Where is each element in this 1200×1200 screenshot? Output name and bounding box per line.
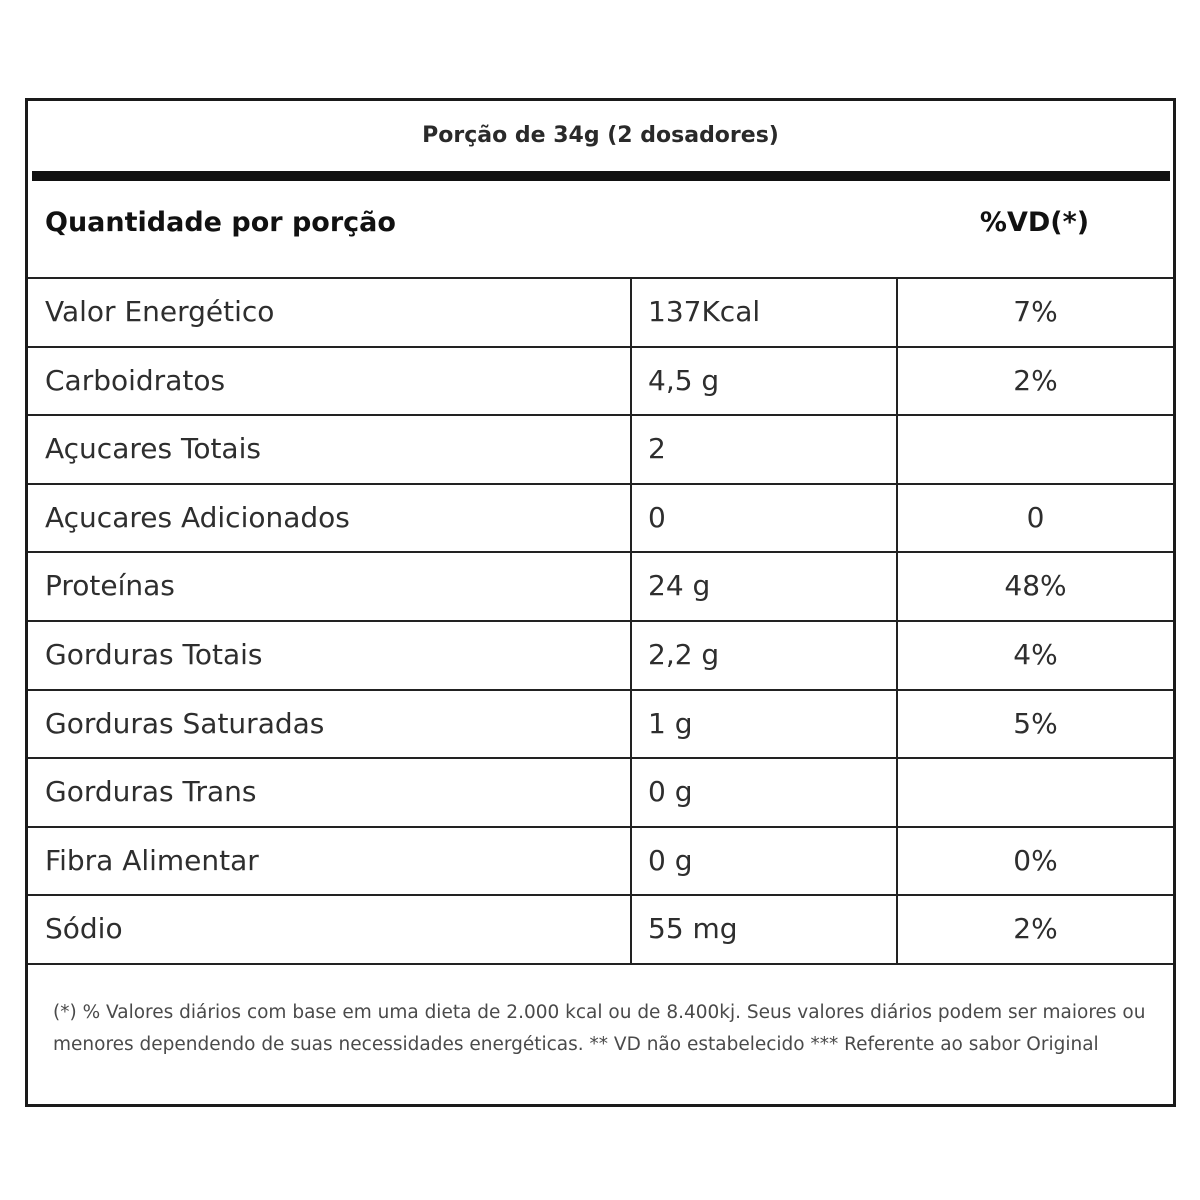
nutrient-daily-value <box>896 416 1173 483</box>
nutrient-daily-value: 48% <box>896 553 1173 620</box>
nutrient-daily-value <box>896 759 1173 826</box>
nutrient-quantity: 0 <box>630 485 896 552</box>
nutrient-name: Açucares Totais <box>45 432 261 466</box>
nutrient-daily-value: 0 <box>896 485 1173 552</box>
nutrient-daily-value: 0% <box>896 828 1173 895</box>
nutrient-name: Sódio <box>45 912 123 946</box>
nutrient-quantity: 4,5 g <box>630 348 896 415</box>
nutrient-quantity: 55 mg <box>630 896 896 963</box>
nutrient-daily-value: 2% <box>896 348 1173 415</box>
footnote: (*) % Valores diários com base em uma dieta de 2.000 kcal ou de 8.400kj. Seus valores diários podem ser maiores ou menores dependendo de suas necessidades energéticas. ** VD não estabelecido *** Referente ao sabor Original <box>53 1002 1146 1055</box>
table-row <box>28 828 1173 897</box>
nutrient-name: Gorduras Trans <box>45 775 257 809</box>
serving-size: Porção de 34g (2 dosadores) <box>422 123 779 148</box>
table-row <box>28 691 1173 760</box>
table-row <box>28 279 1173 348</box>
table-row <box>28 416 1173 485</box>
table-row <box>28 485 1173 554</box>
table-row <box>28 759 1173 828</box>
nutrient-name: Proteínas <box>45 569 175 603</box>
nutrient-daily-value: 7% <box>896 279 1173 346</box>
nutrient-quantity: 24 g <box>630 553 896 620</box>
nutrient-daily-value: 5% <box>896 691 1173 758</box>
nutrient-name: Carboidratos <box>45 363 226 397</box>
table-header <box>28 181 1173 279</box>
nutrient-quantity: 137Kcal <box>630 279 896 346</box>
nutrient-name: Gorduras Saturadas <box>45 706 325 740</box>
thick-divider <box>32 171 1170 181</box>
nutrient-daily-value: 4% <box>896 622 1173 689</box>
nutrient-quantity: 2,2 g <box>630 622 896 689</box>
table-row <box>28 896 1173 965</box>
nutrient-table <box>28 279 1173 965</box>
nutrient-quantity: 0 g <box>630 759 896 826</box>
table-row <box>28 622 1173 691</box>
nutrient-quantity: 0 g <box>630 828 896 895</box>
nutrient-name: Fibra Alimentar <box>45 843 259 877</box>
nutrient-daily-value: 2% <box>896 896 1173 963</box>
header-amount-per-serving: Quantidade por porção <box>45 207 396 238</box>
table-row <box>28 348 1173 417</box>
nutrient-name: Gorduras Totais <box>45 637 263 671</box>
nutrient-quantity: 2 <box>630 416 896 483</box>
nutrient-name: Valor Energético <box>45 295 275 328</box>
table-row <box>28 553 1173 622</box>
nutrition-facts-panel <box>25 98 1176 1107</box>
nutrient-name: Açucares Adicionados <box>45 500 350 534</box>
header-daily-value: %VD(*) <box>979 207 1090 238</box>
nutrient-quantity: 1 g <box>630 691 896 758</box>
